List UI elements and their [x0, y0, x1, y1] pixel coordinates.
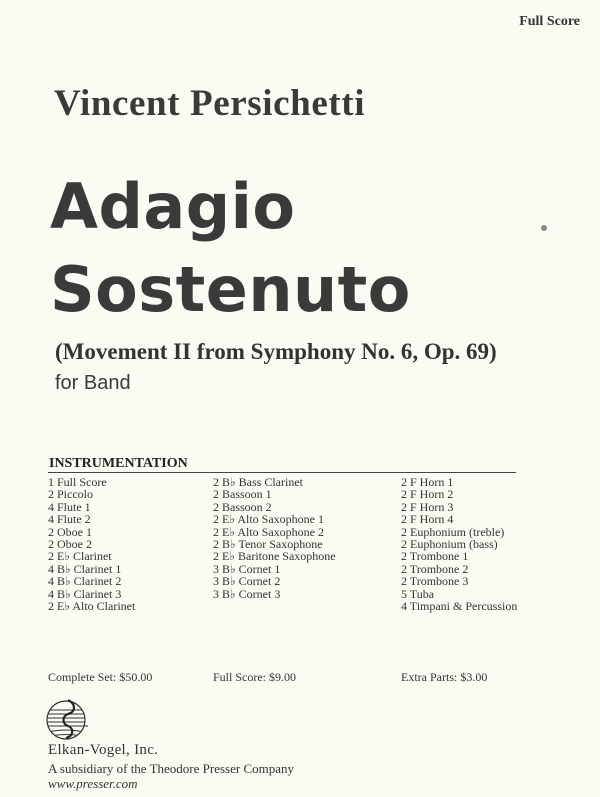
instrument-item: 3 B♭ Cornet 1 [213, 561, 281, 576]
instrumentation-divider [48, 472, 516, 473]
instrument-item: 2 E♭ Alto Clarinet [48, 599, 136, 614]
composer-name: Vincent Persichetti [54, 83, 366, 124]
instrument-item: 1 Full Score [48, 475, 107, 489]
instrument-item: 2 F Horn 2 [401, 487, 454, 502]
instrument-item: 2 Trombone 1 [401, 549, 469, 564]
instrument-item: 2 E♭ Clarinet [48, 549, 112, 564]
instrument-item: 2 Oboe 2 [48, 537, 92, 552]
instrument-item: 2 B♭ Bass Clarinet [213, 475, 303, 489]
speck-mark [541, 225, 547, 231]
for-band-line: for Band [55, 372, 131, 394]
instrument-item: 2 Bassoon 2 [213, 499, 272, 514]
publisher-subsidiary: A subsidiary of the Theodore Presser Company [48, 761, 294, 776]
instrument-item: 4 Flute 2 [48, 512, 91, 527]
title-line-2: Sostenuto [50, 253, 411, 326]
instrument-item: 2 Piccolo [48, 487, 93, 502]
instrument-column-2 [213, 476, 336, 600]
instrument-item: 2 B♭ Tenor Saxophone [213, 537, 323, 552]
instrument-item: 2 Trombone 2 [401, 561, 469, 576]
instrument-item: 2 Trombone 3 [401, 574, 469, 589]
instrument-item: 4 Timpani & Percussion [401, 599, 518, 614]
instrument-item: 2 Euphonium (bass) [401, 537, 498, 552]
instrument-column-3 [401, 476, 517, 612]
instrument-item: 2 F Horn 1 [401, 475, 454, 489]
instrument-item: 2 Bassoon 1 [213, 487, 272, 502]
instrumentation-heading: INSTRUMENTATION [49, 456, 188, 471]
edition-label: Full Score [519, 14, 580, 29]
instrument-item: 5 Tuba [401, 586, 435, 601]
publisher-website: www.presser.com [48, 776, 138, 791]
instrument-item: 2 Oboe 1 [48, 524, 92, 539]
instrument-item: 2 F Horn 3 [401, 499, 454, 514]
globe-clef-icon [46, 698, 94, 740]
complete-set-price: Complete Set: $50.00 [48, 670, 153, 684]
subtitle: (Movement II from Symphony No. 6, Op. 69) [55, 339, 497, 364]
publisher-name: Elkan-Vogel, Inc. [48, 742, 159, 758]
instrument-item: 2 E♭ Baritone Saxophone [213, 549, 336, 564]
title-line-1: Adagio [50, 170, 296, 243]
instrument-item: 4 B♭ Clarinet 2 [48, 574, 122, 589]
instrument-item: 2 Euphonium (treble) [401, 524, 505, 539]
instrument-column-1 [48, 476, 135, 612]
instrument-item: 4 B♭ Clarinet 1 [48, 561, 122, 576]
instrument-item: 2 E♭ Alto Saxophone 1 [213, 512, 324, 527]
instrument-item: 4 B♭ Clarinet 3 [48, 586, 122, 601]
instrument-item: 2 E♭ Alto Saxophone 2 [213, 524, 324, 539]
instrument-item: 3 B♭ Cornet 2 [213, 574, 281, 589]
instrument-item: 4 Flute 1 [48, 499, 91, 514]
extra-parts-price: Extra Parts: $3.00 [401, 670, 488, 684]
full-score-price: Full Score: $9.00 [213, 670, 296, 684]
instrument-item: 3 B♭ Cornet 3 [213, 586, 281, 601]
instrument-item: 2 F Horn 4 [401, 512, 454, 527]
